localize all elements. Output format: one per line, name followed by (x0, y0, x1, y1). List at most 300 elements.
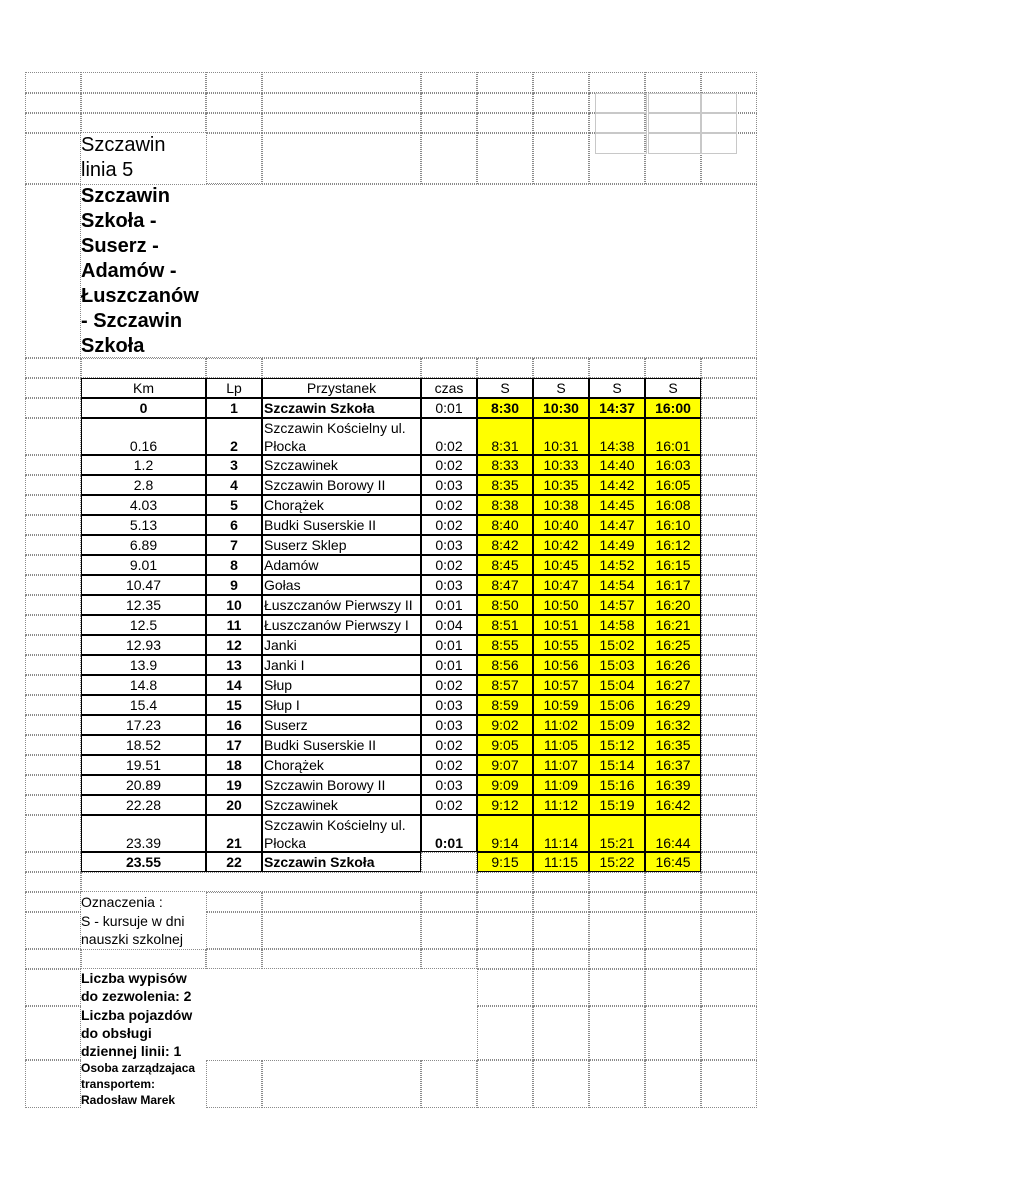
km-cell: 18.52 (81, 735, 206, 755)
vehicles-line: do obsługi (81, 1025, 152, 1041)
time-cell: 8:33 (477, 455, 533, 475)
time-cell: 10:40 (533, 515, 589, 535)
lp-cell: 22 (206, 852, 262, 872)
grid-cell (477, 1006, 533, 1060)
lp-cell: 16 (206, 715, 262, 735)
grid-cell (701, 515, 757, 535)
lp-cell: 10 (206, 595, 262, 615)
title-cell (81, 133, 206, 184)
czas-cell: 0:02 (421, 495, 477, 515)
time-cell: 10:56 (533, 655, 589, 675)
grid-cell (25, 715, 81, 735)
time-cell: 14:45 (589, 495, 645, 515)
grid-cell (645, 949, 701, 969)
grid-cell (206, 113, 262, 133)
grid-cell (533, 133, 589, 184)
time-cell: 16:37 (645, 755, 701, 775)
col-przystanek-header: Przystanek (262, 378, 421, 398)
grid-cell (421, 1060, 477, 1108)
grid-cell (701, 852, 757, 872)
stop-name: Janki I (262, 655, 421, 675)
grid-cell (477, 358, 533, 378)
stop-name: Suserz Sklep (262, 535, 421, 555)
route-title (81, 184, 206, 358)
route-line: Łuszczanów (81, 285, 199, 307)
grid-cell (25, 655, 81, 675)
time-cell: 8:57 (477, 675, 533, 695)
grid-cell (25, 615, 81, 635)
czas-cell: 0:02 (421, 418, 477, 455)
grid-cell (701, 475, 757, 495)
manager-line: transportem: (81, 1077, 156, 1091)
stop-name: Janki (262, 635, 421, 655)
manager-line: Osoba zarządzajaca (81, 1061, 196, 1075)
time-cell: 9:12 (477, 795, 533, 815)
grid-cell (477, 969, 533, 1006)
time-cell: 16:12 (645, 535, 701, 555)
grid-cell (701, 358, 757, 378)
km-cell: 23.39 (81, 815, 206, 852)
time-cell: 15:02 (589, 635, 645, 655)
time-cell: 16:32 (645, 715, 701, 735)
time-cell: 11:05 (533, 735, 589, 755)
lp-cell: 15 (206, 695, 262, 715)
time-cell: 11:09 (533, 775, 589, 795)
time-cell: 16:03 (645, 455, 701, 475)
grid-cell (477, 1060, 533, 1108)
lp-cell: 7 (206, 535, 262, 555)
lp-cell: 17 (206, 735, 262, 755)
stop-name: Szczawin Szkoła (262, 398, 421, 418)
grid-cell (701, 595, 757, 615)
grid-cell (206, 892, 262, 912)
lp-cell: 21 (206, 815, 262, 852)
time-cell: 9:07 (477, 755, 533, 775)
grid-cell (25, 815, 81, 852)
grid-cell (701, 615, 757, 635)
km-cell: 12.93 (81, 635, 206, 655)
grid-cell (477, 872, 533, 892)
time-cell: 16:39 (645, 775, 701, 795)
czas-cell: 0:01 (421, 655, 477, 675)
legend-text (81, 912, 206, 949)
empty-box (595, 113, 647, 133)
grid-cell (25, 775, 81, 795)
grid-cell (701, 795, 757, 815)
grid-cell (701, 655, 757, 675)
grid-cell (25, 635, 81, 655)
stop-name: Szczawin Borowy II (262, 775, 421, 795)
grid-cell (25, 735, 81, 755)
grid-cell (701, 892, 757, 912)
grid-cell (533, 113, 589, 133)
time-cell: 10:30 (533, 398, 589, 418)
time-cell: 14:40 (589, 455, 645, 475)
time-cell: 16:05 (645, 475, 701, 495)
grid-cell (262, 133, 421, 184)
grid-cell (589, 1060, 645, 1108)
route-line: Adamów - (81, 260, 177, 282)
km-cell: 13.9 (81, 655, 206, 675)
time-cell: 9:05 (477, 735, 533, 755)
czas-cell: 0:03 (421, 715, 477, 735)
grid-cell (421, 912, 477, 949)
czas-cell: 0:02 (421, 455, 477, 475)
grid-cell (25, 455, 81, 475)
km-cell: 22.28 (81, 795, 206, 815)
time-cell: 10:59 (533, 695, 589, 715)
time-cell: 8:38 (477, 495, 533, 515)
empty-box (701, 93, 737, 113)
czas-cell: 0:02 (421, 675, 477, 695)
stop-name: Łuszczanów Pierwszy II (262, 595, 421, 615)
grid-cell (25, 912, 81, 949)
time-cell: 16:44 (645, 815, 701, 852)
grid-cell (25, 755, 81, 775)
stop-name: Słup I (262, 695, 421, 715)
grid-cell (81, 358, 206, 378)
route-line: Szczawin (81, 185, 170, 207)
grid-cell (533, 1006, 589, 1060)
grid-cell (25, 892, 81, 912)
time-cell: 15:16 (589, 775, 645, 795)
time-cell: 16:27 (645, 675, 701, 695)
time-cell: 15:19 (589, 795, 645, 815)
grid-cell (701, 378, 757, 398)
czas-cell: 0:03 (421, 535, 477, 555)
grid-cell (262, 72, 421, 93)
grid-cell (25, 184, 81, 358)
grid-cell (25, 595, 81, 615)
time-cell: 9:15 (477, 852, 533, 872)
time-cell: 8:35 (477, 475, 533, 495)
grid-cell (25, 378, 81, 398)
km-cell: 20.89 (81, 775, 206, 795)
grid-cell (262, 1060, 421, 1108)
grid-cell (262, 949, 421, 969)
km-cell: 0 (81, 398, 206, 418)
time-cell: 8:51 (477, 615, 533, 635)
grid-cell (589, 358, 645, 378)
empty-box (701, 113, 737, 133)
grid-cell (701, 1060, 757, 1108)
stop-name: Budki Suserskie II (262, 735, 421, 755)
grid-cell (262, 358, 421, 378)
time-cell: 16:10 (645, 515, 701, 535)
grid-cell (25, 949, 81, 969)
grid-cell (421, 113, 477, 133)
stop-name: Szczawin Borowy II (262, 475, 421, 495)
lp-cell: 12 (206, 635, 262, 655)
time-cell: 14:54 (589, 575, 645, 595)
col-s4-header: S (645, 378, 701, 398)
lp-cell: 2 (206, 418, 262, 455)
grid-cell (701, 455, 757, 475)
grid-cell (645, 969, 701, 1006)
lp-cell: 9 (206, 575, 262, 595)
stop-name: Szczawinek (262, 795, 421, 815)
stop-name: Szczawin Kościelny ul. Płocka (262, 815, 421, 852)
time-cell: 15:06 (589, 695, 645, 715)
czas-cell: 0:01 (421, 815, 477, 852)
grid-cell (206, 358, 262, 378)
time-cell: 10:47 (533, 575, 589, 595)
grid-cell (701, 969, 757, 1006)
stop-name: Szczawinek (262, 455, 421, 475)
time-cell: 14:42 (589, 475, 645, 495)
czas-cell: 0:02 (421, 755, 477, 775)
route-line: Suserz - (81, 235, 159, 257)
line-number: linia 5 (81, 159, 134, 181)
grid-cell (533, 93, 589, 113)
grid-cell (25, 872, 81, 892)
grid-cell (477, 912, 533, 949)
grid-cell (645, 912, 701, 949)
time-cell: 11:02 (533, 715, 589, 735)
manager-info (81, 1060, 206, 1108)
lp-cell: 5 (206, 495, 262, 515)
grid-cell (701, 635, 757, 655)
grid-cell (533, 949, 589, 969)
time-cell: 16:20 (645, 595, 701, 615)
time-cell: 10:31 (533, 418, 589, 455)
time-cell: 11:07 (533, 755, 589, 775)
stop-name: Szczawin Kościelny ul. Płocka (262, 418, 421, 455)
grid-cell (206, 1060, 262, 1108)
km-cell: 10.47 (81, 575, 206, 595)
time-cell: 16:08 (645, 495, 701, 515)
grid-cell (81, 113, 206, 133)
time-cell: 8:45 (477, 555, 533, 575)
time-cell: 15:14 (589, 755, 645, 775)
km-cell: 2.8 (81, 475, 206, 495)
time-cell: 8:50 (477, 595, 533, 615)
time-cell: 15:09 (589, 715, 645, 735)
grid-cell (25, 695, 81, 715)
czas-cell: 0:03 (421, 775, 477, 795)
grid-cell (421, 892, 477, 912)
km-cell: 15.4 (81, 695, 206, 715)
time-cell: 9:02 (477, 715, 533, 735)
grid-cell (25, 515, 81, 535)
stop-name: Szczawin Szkoła (262, 852, 421, 872)
time-cell: 15:12 (589, 735, 645, 755)
time-cell: 14:52 (589, 555, 645, 575)
grid-cell (701, 949, 757, 969)
czas-cell: 0:02 (421, 515, 477, 535)
grid-cell (533, 892, 589, 912)
czas-cell: 0:01 (421, 398, 477, 418)
time-cell: 10:50 (533, 595, 589, 615)
route-line: Szkoła - (81, 210, 157, 232)
time-cell: 16:15 (645, 555, 701, 575)
grid-cell (262, 912, 421, 949)
grid-cell (25, 535, 81, 555)
route-line: - Szczawin (81, 310, 183, 332)
grid-cell (701, 1006, 757, 1060)
grid-cell (421, 358, 477, 378)
czas-cell (421, 852, 477, 872)
manager-line: Radosław Marek (81, 1093, 176, 1107)
time-cell: 8:42 (477, 535, 533, 555)
km-cell: 19.51 (81, 755, 206, 775)
grid-cell (533, 969, 589, 1006)
grid-cell (701, 735, 757, 755)
stop-name: Chorążek (262, 755, 421, 775)
grid-cell (645, 872, 701, 892)
grid-cell (421, 133, 477, 184)
km-cell: 4.03 (81, 495, 206, 515)
grid-cell (701, 495, 757, 515)
stop-name: Słup (262, 675, 421, 695)
czas-cell: 0:03 (421, 475, 477, 495)
grid-cell (25, 852, 81, 872)
grid-cell (421, 93, 477, 113)
km-cell: 12.5 (81, 615, 206, 635)
time-cell: 15:21 (589, 815, 645, 852)
vehicles-info (81, 1006, 206, 1060)
lp-cell: 1 (206, 398, 262, 418)
grid-cell (25, 475, 81, 495)
col-s1-header: S (477, 378, 533, 398)
time-cell: 8:40 (477, 515, 533, 535)
time-cell: 16:00 (645, 398, 701, 418)
grid-cell (701, 535, 757, 555)
grid-cell (533, 1060, 589, 1108)
grid-cell (701, 872, 757, 892)
grid-cell (701, 418, 757, 455)
grid-cell (701, 398, 757, 418)
stop-name: Budki Suserskie II (262, 515, 421, 535)
col-s3-header: S (589, 378, 645, 398)
grid-cell (701, 695, 757, 715)
km-cell: 17.23 (81, 715, 206, 735)
permits-line: Liczba wypisów (81, 970, 187, 986)
grid-cell (25, 1060, 81, 1108)
town-name: Szczawin (81, 134, 166, 156)
time-cell: 15:22 (589, 852, 645, 872)
grid-cell (262, 113, 421, 133)
time-cell: 11:15 (533, 852, 589, 872)
km-cell: 23.55 (81, 852, 206, 872)
grid-cell (25, 555, 81, 575)
grid-cell (645, 1006, 701, 1060)
time-cell: 16:26 (645, 655, 701, 675)
lp-cell: 14 (206, 675, 262, 695)
time-cell: 16:01 (645, 418, 701, 455)
grid-cell (533, 912, 589, 949)
grid-cell (206, 133, 262, 184)
grid-cell (206, 93, 262, 113)
grid-cell (25, 418, 81, 455)
km-cell: 6.89 (81, 535, 206, 555)
time-cell: 14:38 (589, 418, 645, 455)
empty-box (701, 133, 737, 154)
stop-name: Gołas (262, 575, 421, 595)
empty-box (595, 93, 647, 113)
time-cell: 14:57 (589, 595, 645, 615)
grid-cell (81, 872, 477, 892)
time-cell: 16:42 (645, 795, 701, 815)
grid-cell (533, 872, 589, 892)
time-cell: 8:59 (477, 695, 533, 715)
czas-cell: 0:04 (421, 615, 477, 635)
stop-name: Suserz (262, 715, 421, 735)
time-cell: 16:25 (645, 635, 701, 655)
legend-title: Oznaczenia : (81, 894, 163, 910)
time-cell: 8:55 (477, 635, 533, 655)
grid-cell (589, 1006, 645, 1060)
grid-cell (477, 133, 533, 184)
route-line: Szkoła (81, 335, 145, 357)
grid-cell (25, 495, 81, 515)
time-cell: 16:21 (645, 615, 701, 635)
grid-cell (421, 72, 477, 93)
time-cell: 8:31 (477, 418, 533, 455)
grid-cell (81, 93, 206, 113)
lp-cell: 20 (206, 795, 262, 815)
lp-cell: 8 (206, 555, 262, 575)
grid-cell (477, 72, 533, 93)
lp-cell: 4 (206, 475, 262, 495)
grid-cell (25, 358, 81, 378)
time-cell: 16:17 (645, 575, 701, 595)
time-cell: 10:51 (533, 615, 589, 635)
permits-line: do zezwolenia: 2 (81, 988, 192, 1004)
time-cell: 15:04 (589, 675, 645, 695)
legend-line: nauszki szkolnej (81, 931, 183, 947)
grid-cell (645, 358, 701, 378)
grid-cell (477, 93, 533, 113)
lp-cell: 18 (206, 755, 262, 775)
time-cell: 16:29 (645, 695, 701, 715)
km-cell: 0.16 (81, 418, 206, 455)
lp-cell: 6 (206, 515, 262, 535)
km-cell: 1.2 (81, 455, 206, 475)
grid-cell (81, 72, 206, 93)
grid-cell (25, 93, 81, 113)
czas-cell: 0:01 (421, 635, 477, 655)
col-km-header: Km (81, 378, 206, 398)
km-cell: 9.01 (81, 555, 206, 575)
grid-cell (206, 949, 262, 969)
time-cell: 10:55 (533, 635, 589, 655)
grid-cell (477, 892, 533, 912)
lp-cell: 13 (206, 655, 262, 675)
permits-info (81, 969, 206, 1006)
grid-cell (701, 575, 757, 595)
time-cell: 10:38 (533, 495, 589, 515)
grid-cell (25, 575, 81, 595)
time-cell: 8:47 (477, 575, 533, 595)
time-cell: 10:57 (533, 675, 589, 695)
grid-cell (25, 795, 81, 815)
grid-cell (25, 969, 81, 1006)
grid-cell (701, 755, 757, 775)
grid-cell (589, 969, 645, 1006)
grid-cell (206, 912, 262, 949)
czas-cell: 0:03 (421, 575, 477, 595)
stop-name: Adamów (262, 555, 421, 575)
time-cell: 14:37 (589, 398, 645, 418)
grid-cell (81, 949, 206, 969)
grid-cell (25, 133, 81, 184)
lp-cell: 19 (206, 775, 262, 795)
time-cell: 15:03 (589, 655, 645, 675)
km-cell: 12.35 (81, 595, 206, 615)
empty-box (648, 133, 701, 154)
time-cell: 10:35 (533, 475, 589, 495)
